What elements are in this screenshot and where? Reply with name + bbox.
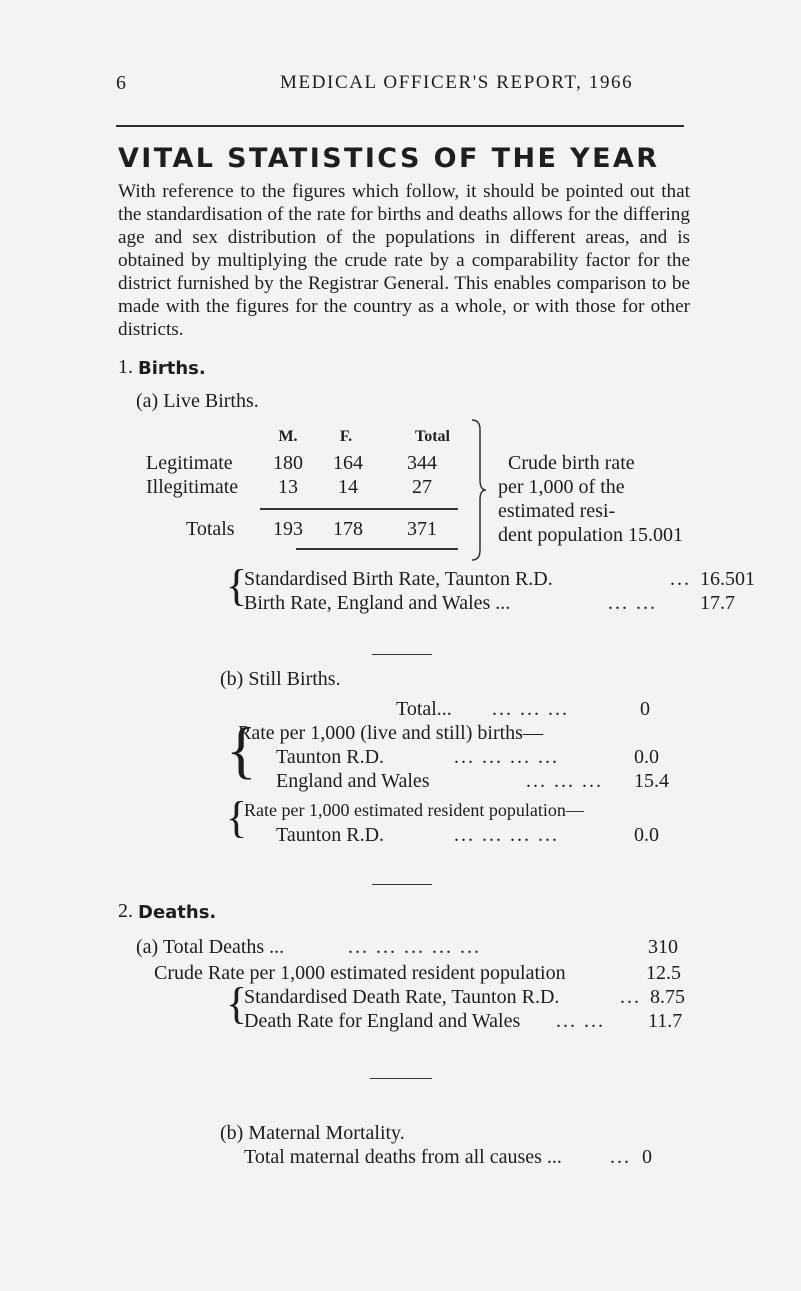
resident-taunton-value: 0.0 [634,824,659,846]
legitimate-m: 180 [273,452,303,474]
ew-death-rate-label: Death Rate for England and Wales [244,1010,521,1032]
ew-death-rate-value: 11.7 [648,1010,683,1032]
totals-f: 178 [333,518,363,540]
std-birth-rate-dots: ... [670,568,691,590]
still-total-dots: ... ... ... [492,698,569,720]
resident-taunton-label: Taunton R.D. [276,824,385,846]
total-deaths-value: 310 [648,936,678,958]
row-label-illegitimate: Illegitimate [146,476,239,498]
col-header-f: F. [339,428,353,445]
legitimate-total: 344 [407,452,437,474]
header-rule [116,125,684,127]
divider [370,1078,432,1079]
still-rate-heading: Rate per 1,000 (live and still) births— [238,722,543,744]
live-births-label: (a) Live Births. [136,390,259,412]
col-header-total: Total [415,428,450,445]
still-total-value: 0 [640,698,650,720]
intro-paragraph: With reference to the figures which follow, it should be pointed out that the standardisation of the rate for births and deaths allows for the differing age and sex distribution of the populations in different areas, and is obtained by multiplying the crude rate by a comparability factor for the district furnished by the Registrar General. This enables comparison to be made with the figures for the country as a whole, or with those for other districts. [118,181,690,340]
still-ew-value: 15.4 [634,770,669,792]
still-taunton-value: 0.0 [634,746,659,768]
row-label-legitimate: Legitimate [146,452,233,474]
maternal-deaths-value: 0 [642,1146,652,1168]
births-section-title: Births. [138,358,206,379]
still-ew-dots: ... ... ... [526,770,603,792]
illegitimate-m: 13 [278,476,298,498]
illegitimate-total: 27 [412,476,432,498]
brace-icon: { [226,979,248,1028]
row-label-totals: Totals [186,518,235,540]
deaths-section-number: 2. [118,900,133,922]
table-brace [470,418,490,562]
crude-note-line-4: dent population 15.001 [498,524,683,546]
ew-death-rate-dots: ... ... [556,1010,605,1032]
ew-birth-rate-dots: ... ... [608,592,657,614]
total-deaths-label: (a) Total Deaths ... [136,936,285,958]
deaths-section-title: Deaths. [138,902,217,923]
totals-total: 371 [407,518,437,540]
col-header-m: M. [278,428,298,445]
still-ew-label: England and Wales [276,770,430,792]
resident-rate-heading: Rate per 1,000 estimated resident population— [244,800,584,820]
page-number: 6 [116,72,126,94]
std-death-rate-value: 8.75 [650,986,685,1008]
std-death-rate-label: Standardised Death Rate, Taunton R.D. [244,986,560,1008]
legitimate-f: 164 [333,452,363,474]
brace-icon: { [226,793,248,842]
brace-icon: { [226,561,248,610]
std-birth-rate-label: Standardised Birth Rate, Taunton R.D. [244,568,553,590]
maternal-deaths-dots: ... [610,1146,631,1168]
still-taunton-dots: ... ... ... ... [454,746,559,768]
ew-birth-rate-value: 17.7 [700,592,735,614]
brace-icon: { [226,714,257,785]
page-heading: VITAL STATISTICS OF THE YEAR [118,143,660,174]
running-title: MEDICAL OFFICER'S REPORT, 1966 [280,72,634,93]
divider [372,884,432,885]
illegitimate-f: 14 [338,476,358,498]
maternal-mortality-label: (b) Maternal Mortality. [220,1122,405,1144]
crude-note-line-2: per 1,000 of the [498,476,625,498]
resident-taunton-dots: ... ... ... ... [454,824,559,846]
totals-m: 193 [273,518,303,540]
crude-note-line-1: Crude birth rate [508,452,635,474]
crude-death-rate-value: 12.5 [646,962,681,984]
totals-rule [296,548,458,550]
crude-note-line-3: estimated resi- [498,500,616,522]
std-birth-rate-value: 16.501 [700,568,755,590]
maternal-deaths-label: Total maternal deaths from all causes ... [244,1146,562,1168]
std-death-rate-dots: ... [620,986,641,1008]
subtotal-rule [260,508,458,510]
crude-death-rate-label: Crude Rate per 1,000 estimated resident population [154,962,566,984]
divider [372,654,432,655]
births-section-number: 1. [118,356,133,378]
still-taunton-label: Taunton R.D. [276,746,385,768]
still-births-label: (b) Still Births. [220,668,341,690]
still-total-label: Total... [396,698,452,720]
ew-birth-rate-label: Birth Rate, England and Wales ... [244,592,511,614]
total-deaths-dots: ... ... ... ... ... [348,936,481,958]
